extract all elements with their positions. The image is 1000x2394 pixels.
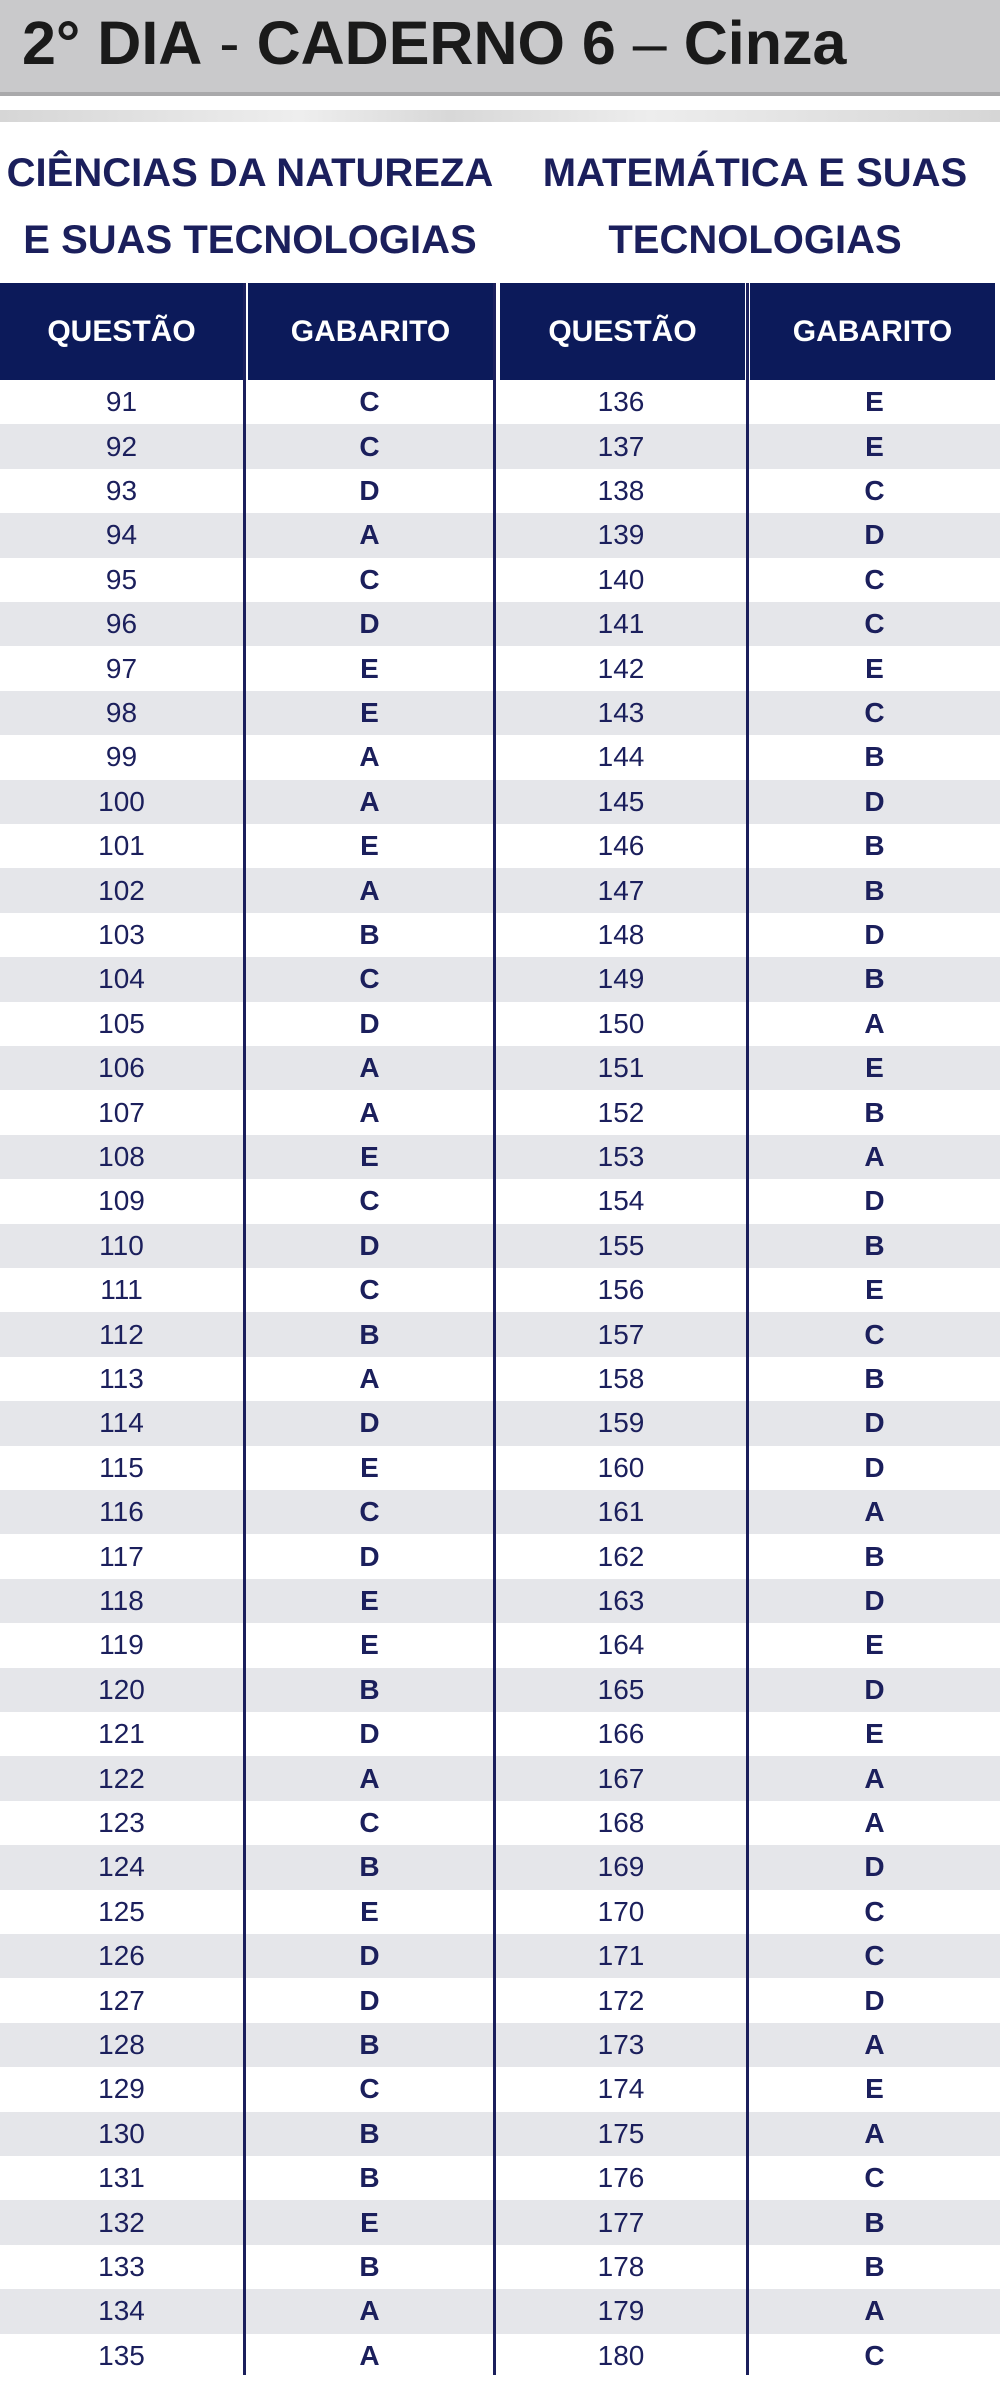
- answer-key-cell: E: [360, 1584, 379, 1616]
- question-number-cell: 110: [99, 1229, 144, 1261]
- table-row: [0, 1002, 1000, 1046]
- question-number-cell: 159: [597, 1407, 645, 1439]
- answer-key-cell: C: [864, 696, 885, 728]
- question-number-cell: 133: [98, 2250, 145, 2282]
- answer-key-cell: A: [864, 2295, 885, 2327]
- question-number-cell: 131: [98, 2162, 145, 2194]
- answer-key-cell: C: [864, 1895, 885, 1927]
- answer-key-cell: B: [864, 874, 885, 906]
- header-gabarito-2: GABARITO: [750, 283, 995, 380]
- question-number-cell: 126: [98, 1940, 145, 1972]
- header-questao-1: QUESTÃO: [0, 283, 243, 380]
- section-title-line1: MATEMÁTICA E SUAS: [542, 151, 968, 195]
- table-row: [0, 1179, 1000, 1223]
- table-row: [0, 868, 1000, 912]
- divider: [0, 110, 1000, 122]
- question-number-cell: 168: [597, 1806, 645, 1838]
- answer-key-cell: D: [359, 1007, 380, 1039]
- question-number-cell: 128: [98, 2028, 145, 2060]
- question-number-cell: 123: [98, 1806, 145, 1838]
- question-number-cell: 117: [99, 1540, 144, 1572]
- header-questao-2: QUESTÃO: [500, 283, 745, 380]
- banner-day: 2° DIA: [22, 9, 203, 77]
- table-row: [0, 2112, 1000, 2156]
- header-gabarito-1: GABARITO: [248, 283, 493, 380]
- answer-key-cell: A: [359, 519, 380, 551]
- table-row: [0, 1934, 1000, 1978]
- question-number-cell: 127: [98, 1984, 145, 2016]
- question-number-cell: 174: [597, 2073, 645, 2105]
- column-divider: [243, 283, 246, 2375]
- table-row: [0, 1490, 1000, 1534]
- answer-key-cell: A: [359, 874, 380, 906]
- table-row: [0, 1668, 1000, 1712]
- table-row: [0, 2156, 1000, 2200]
- table-row: [0, 1579, 1000, 1623]
- answer-key-cell: C: [359, 963, 380, 995]
- table-row: [0, 1224, 1000, 1268]
- question-number-cell: 165: [597, 1673, 645, 1705]
- question-number-cell: 173: [597, 2028, 645, 2060]
- answer-key-cell: E: [865, 2073, 884, 2105]
- answer-key-cell: B: [864, 1540, 885, 1572]
- question-number-cell: 163: [597, 1584, 645, 1616]
- answer-key-cell: A: [359, 741, 380, 773]
- question-number-cell: 137: [597, 430, 645, 462]
- answer-key-cell: D: [864, 1673, 885, 1705]
- question-number-cell: 105: [98, 1007, 145, 1039]
- answer-key-cell: E: [360, 1629, 379, 1661]
- question-number-cell: 104: [98, 963, 145, 995]
- answer-key-cell: A: [864, 1806, 885, 1838]
- section-title-line1: CIÊNCIAS DA NATUREZA: [6, 151, 494, 195]
- answer-key-cell: B: [864, 1362, 885, 1394]
- question-number-cell: 98: [105, 696, 138, 728]
- answer-key-cell: A: [864, 1762, 885, 1794]
- question-number-cell: 167: [597, 1762, 645, 1794]
- answer-key-cell: D: [864, 918, 885, 950]
- answer-key-cell: C: [359, 1496, 380, 1528]
- table-row: [0, 1401, 1000, 1445]
- answer-key-cell: C: [864, 2162, 885, 2194]
- question-number-cell: 130: [98, 2117, 145, 2149]
- answer-key-cell: E: [865, 1718, 884, 1750]
- question-number-cell: 139: [597, 519, 645, 551]
- question-number-cell: 149: [597, 963, 645, 995]
- answer-key-cell: E: [865, 1274, 884, 1306]
- table-row: [0, 957, 1000, 1001]
- answer-key-cell: C: [864, 563, 885, 595]
- answer-key-cell: A: [864, 1496, 885, 1528]
- answer-key-cell: E: [865, 1629, 884, 1661]
- answer-key-cell: E: [360, 1895, 379, 1927]
- answer-key-cell: C: [359, 430, 380, 462]
- question-number-cell: 169: [597, 1851, 645, 1883]
- answer-key-cell: C: [864, 1318, 885, 1350]
- question-number-cell: 111: [100, 1274, 143, 1306]
- answer-key-cell: B: [864, 1229, 885, 1261]
- question-number-cell: 99: [105, 741, 138, 773]
- question-number-cell: 100: [98, 785, 145, 817]
- table-row: [0, 2245, 1000, 2289]
- question-number-cell: 172: [597, 1984, 645, 2016]
- question-number-cell: 141: [597, 608, 645, 640]
- question-number-cell: 155: [597, 1229, 645, 1261]
- answer-key-cell: B: [864, 2250, 885, 2282]
- answer-key-cell: E: [360, 830, 379, 862]
- question-number-cell: 132: [98, 2206, 145, 2238]
- question-number-cell: 97: [105, 652, 138, 684]
- table-row: [0, 1712, 1000, 1756]
- question-number-cell: 135: [98, 2339, 145, 2371]
- question-number-cell: 162: [597, 1540, 645, 1572]
- column-divider: [493, 283, 496, 2375]
- question-number-cell: 122: [98, 1762, 145, 1794]
- answer-key-cell: B: [864, 741, 885, 773]
- table-row: [0, 2289, 1000, 2333]
- answer-key-cell: C: [359, 1274, 380, 1306]
- answer-key-cell: C: [359, 386, 380, 418]
- answer-key-cell: B: [359, 2028, 380, 2060]
- answer-key-cell: C: [864, 2339, 885, 2371]
- question-number-cell: 175: [597, 2117, 645, 2149]
- table-row: [0, 2200, 1000, 2244]
- question-number-cell: 144: [597, 741, 645, 773]
- question-number-cell: 140: [597, 563, 645, 595]
- question-number-cell: 176: [597, 2162, 645, 2194]
- answer-key-cell: C: [359, 1185, 380, 1217]
- answer-key-cell: B: [359, 2162, 380, 2194]
- answer-key-cell: B: [359, 1673, 380, 1705]
- answer-key-cell: D: [359, 1984, 380, 2016]
- answer-key-cell: A: [864, 1140, 885, 1172]
- answer-key-cell: A: [359, 2295, 380, 2327]
- question-number-cell: 101: [98, 830, 145, 862]
- table-row: [0, 735, 1000, 779]
- table-row: [0, 1801, 1000, 1845]
- answer-key-cell: A: [359, 1096, 380, 1128]
- question-number-cell: 118: [99, 1584, 144, 1616]
- table-row: [0, 646, 1000, 690]
- answer-key-cell: E: [865, 430, 884, 462]
- answer-key-cell: B: [864, 2206, 885, 2238]
- answer-key-cell: D: [359, 1229, 380, 1261]
- answer-key-cell: B: [359, 1851, 380, 1883]
- question-number-cell: 177: [597, 2206, 645, 2238]
- question-number-cell: 145: [597, 785, 645, 817]
- answer-key-cell: C: [864, 608, 885, 640]
- question-number-cell: 171: [597, 1940, 645, 1972]
- question-number-cell: 136: [597, 386, 645, 418]
- question-number-cell: 170: [597, 1895, 645, 1927]
- table-row: [0, 469, 1000, 513]
- question-number-cell: 91: [105, 386, 138, 418]
- question-number-cell: 153: [597, 1140, 645, 1172]
- question-number-cell: 106: [98, 1052, 145, 1084]
- question-number-cell: 108: [98, 1140, 145, 1172]
- answer-key-cell: C: [359, 563, 380, 595]
- page-banner: [0, 0, 1000, 96]
- table-row: [0, 780, 1000, 824]
- table-row: [0, 1890, 1000, 1934]
- answer-key-cell: E: [360, 1451, 379, 1483]
- answer-key-cell: C: [359, 1806, 380, 1838]
- banner-dash-1: -: [219, 9, 240, 77]
- answer-key-cell: E: [360, 696, 379, 728]
- answer-key-cell: C: [359, 2073, 380, 2105]
- question-number-cell: 164: [597, 1629, 645, 1661]
- column-divider: [746, 283, 749, 2375]
- table-row: [0, 1623, 1000, 1667]
- table-row: [0, 602, 1000, 646]
- section-title-line2: TECNOLOGIAS: [608, 218, 902, 262]
- question-number-cell: 166: [597, 1718, 645, 1750]
- question-number-cell: 102: [98, 874, 145, 906]
- question-number-cell: 116: [99, 1496, 144, 1528]
- answer-key-cell: D: [864, 1851, 885, 1883]
- answer-key-cell: B: [359, 918, 380, 950]
- question-number-cell: 154: [597, 1185, 645, 1217]
- table-row: [0, 1357, 1000, 1401]
- table-row: [0, 913, 1000, 957]
- table-row: [0, 424, 1000, 468]
- table-row: [0, 380, 1000, 424]
- answer-key-cell: D: [864, 1984, 885, 2016]
- question-number-cell: 178: [597, 2250, 645, 2282]
- answer-key-cell: A: [864, 2117, 885, 2149]
- question-number-cell: 134: [98, 2295, 145, 2327]
- question-number-cell: 129: [98, 2073, 145, 2105]
- answer-key-cell: D: [864, 519, 885, 551]
- section-title-natureza: [0, 140, 500, 274]
- question-number-cell: 160: [597, 1451, 645, 1483]
- section-title-line2: E SUAS TECNOLOGIAS: [23, 218, 477, 262]
- table-row: [0, 1312, 1000, 1356]
- question-number-cell: 157: [597, 1318, 645, 1350]
- section-title-matematica: [510, 140, 1000, 274]
- answer-key-cell: C: [864, 474, 885, 506]
- answer-key-cell: B: [864, 1096, 885, 1128]
- table-row: [0, 1446, 1000, 1490]
- answer-key-cell: E: [865, 1052, 884, 1084]
- question-number-cell: 150: [597, 1007, 645, 1039]
- question-number-cell: 119: [99, 1629, 144, 1661]
- question-number-cell: 146: [597, 830, 645, 862]
- question-number-cell: 148: [597, 918, 645, 950]
- table-row: [0, 2334, 1000, 2378]
- question-number-cell: 152: [597, 1096, 645, 1128]
- question-number-cell: 112: [99, 1318, 144, 1350]
- question-number-cell: 158: [597, 1362, 645, 1394]
- answer-key-cell: E: [360, 1140, 379, 1172]
- answer-key-cell: E: [865, 386, 884, 418]
- question-number-cell: 180: [597, 2339, 645, 2371]
- answer-key-cell: A: [359, 1762, 380, 1794]
- answer-key-cell: D: [864, 785, 885, 817]
- table-row: [0, 1978, 1000, 2022]
- answer-key-cell: A: [359, 785, 380, 817]
- answer-key-cell: D: [359, 1718, 380, 1750]
- question-number-cell: 142: [597, 652, 645, 684]
- answer-key-cell: B: [359, 1318, 380, 1350]
- answer-key-cell: E: [360, 652, 379, 684]
- table-row: [0, 1090, 1000, 1134]
- banner-title: [22, 8, 846, 78]
- question-number-cell: 138: [597, 474, 645, 506]
- table-row: [0, 1046, 1000, 1090]
- question-number-cell: 156: [597, 1274, 645, 1306]
- answer-key-cell: A: [864, 1007, 885, 1039]
- question-number-cell: 109: [98, 1185, 145, 1217]
- answer-key-cell: A: [864, 2028, 885, 2060]
- answer-key-cell: C: [864, 1940, 885, 1972]
- answer-key-cell: D: [864, 1407, 885, 1439]
- answer-key-cell: A: [359, 1362, 380, 1394]
- table-row: [0, 513, 1000, 557]
- table-row: [0, 1534, 1000, 1578]
- answer-key-cell: D: [359, 608, 380, 640]
- table-row: [0, 2067, 1000, 2111]
- answer-key-cell: E: [865, 652, 884, 684]
- table-row: [0, 824, 1000, 868]
- question-number-cell: 114: [99, 1407, 144, 1439]
- table-row: [0, 1135, 1000, 1179]
- answer-key-cell: B: [359, 2250, 380, 2282]
- question-number-cell: 143: [597, 696, 645, 728]
- question-number-cell: 121: [98, 1718, 145, 1750]
- table-row: [0, 691, 1000, 735]
- question-number-cell: 147: [597, 874, 645, 906]
- question-number-cell: 95: [105, 563, 138, 595]
- question-number-cell: 107: [98, 1096, 145, 1128]
- table-row: [0, 1756, 1000, 1800]
- question-number-cell: 115: [99, 1451, 144, 1483]
- table-row: [0, 1845, 1000, 1889]
- answer-key-cell: D: [359, 1940, 380, 1972]
- question-number-cell: 124: [98, 1851, 145, 1883]
- answer-key-cell: B: [864, 830, 885, 862]
- answer-key-cell: A: [359, 1052, 380, 1084]
- question-number-cell: 93: [105, 474, 138, 506]
- answer-key-cell: D: [359, 1540, 380, 1572]
- table-row: [0, 558, 1000, 602]
- question-number-cell: 113: [99, 1362, 144, 1394]
- answer-key-cell: B: [864, 963, 885, 995]
- question-number-cell: 151: [597, 1052, 645, 1084]
- question-number-cell: 179: [597, 2295, 645, 2327]
- table-row: [0, 2023, 1000, 2067]
- question-number-cell: 94: [105, 519, 138, 551]
- question-number-cell: 161: [597, 1496, 645, 1528]
- banner-color: Cinza: [683, 9, 847, 77]
- question-number-cell: 103: [98, 918, 145, 950]
- question-number-cell: 96: [105, 608, 138, 640]
- answer-key-cell: D: [864, 1185, 885, 1217]
- question-number-cell: 125: [98, 1895, 145, 1927]
- answer-key-cell: E: [360, 2206, 379, 2238]
- answer-key-cell: D: [359, 474, 380, 506]
- table-row: [0, 1268, 1000, 1312]
- question-number-cell: 120: [98, 1673, 145, 1705]
- answer-key-cell: B: [359, 2117, 380, 2149]
- answer-key-cell: D: [359, 1407, 380, 1439]
- question-number-cell: 92: [105, 430, 138, 462]
- answer-key-cell: D: [864, 1584, 885, 1616]
- answer-key-cell: A: [359, 2339, 380, 2371]
- answer-key-cell: D: [864, 1451, 885, 1483]
- banner-dash-2: –: [632, 9, 667, 77]
- banner-caderno: CADERNO 6: [256, 9, 616, 77]
